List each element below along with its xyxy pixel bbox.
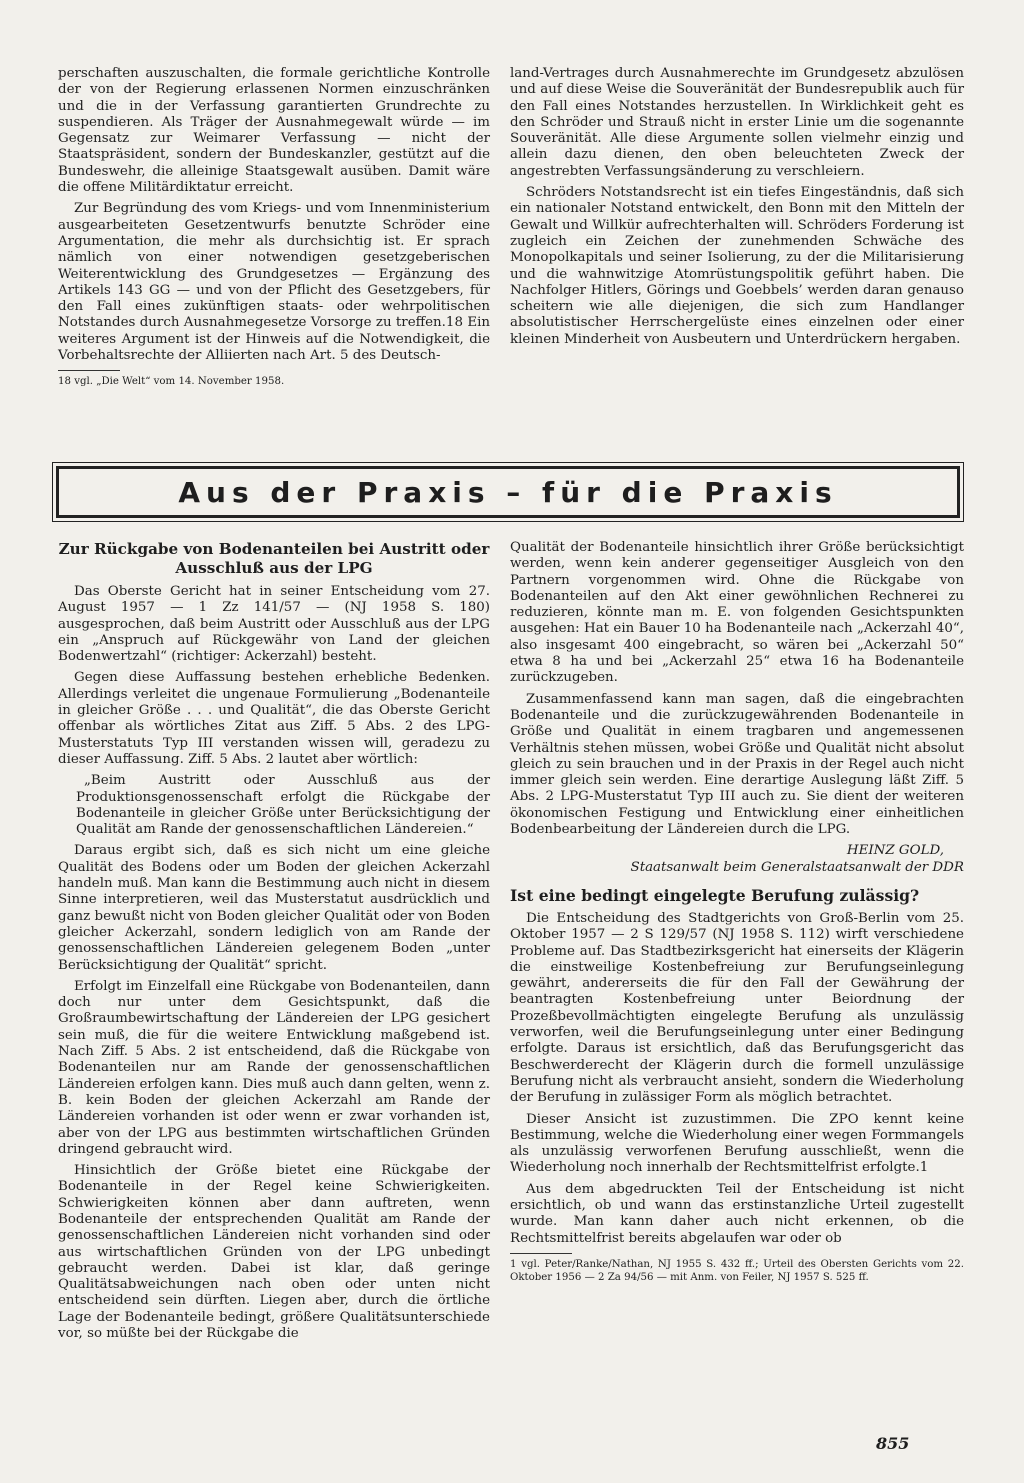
paragraph: Hinsichtlich der Größe bietet eine Rückgabe der Bodenanteile in der Regel keine Schwierigkeiten. Schwierigkeiten können aber dann auftreten, wenn Bodenanteile der entsprechenden Qualität am Rande der genossenschaftlichen Ländereien nicht vorhanden sind oder aus wirtschaftlichen Gründen von der LPG unbedingt gebraucht werden. Dabei ist klar, daß geringe Qualitätsabweichungen nach oben oder unten nicht entscheidend sein dürften. Liegen aber, durch die örtliche Lage der Bodenanteile bedingt, größere Qualitätsunterschiede vor, so müßte bei der Rückgabe die (58, 1163, 490, 1342)
article1-title: Zur Rückgabe von Bodenanteilen bei Austritt oder Ausschluß aus der LPG (58, 540, 490, 577)
paragraph: Gegen diese Auffassung bestehen erhebliche Bedenken. Allerdings verleitet die ungenaue Formulierung „Bodenanteile in gleicher Größe . . . und Qualität“, die das Oberste Gericht offenbar als wörtliches Zitat aus Ziff. 5 Abs. 2 des LPG-Musterstatuts Typ III verstanden wissen will, geradezu zu dieser Auffassung. Ziff. 5 Abs. 2 lautet aber wörtlich: (58, 670, 490, 767)
footnote-rule (58, 370, 120, 371)
footnote: 18 vgl. „Die Welt“ vom 14. November 1958. (58, 376, 285, 388)
article2-title: Ist eine bedingt eingelegte Berufung zulässig? (510, 885, 920, 905)
top-right-column (510, 66, 964, 353)
paragraph: Daraus ergibt sich, daß es sich nicht um eine gleiche Qualität des Bodens oder um Boden der gleichen Ackerzahl handeln muß. Man kann die Bestimmung auch nicht in diesem Sinne interpretieren, weil das Musterstatut ausdrücklich und ganz bewußt nicht von Boden gleicher Qualität oder von Boden gleicher Ackerzahl, sondern lediglich von am Rande der genossenschaftlichen Ländereien gelegenem Boden „unter Berücksichtigung der Qualität“ spricht. (58, 843, 490, 973)
paragraph: Die Entscheidung des Stadtgerichts von Groß-Berlin vom 25. Oktober 1957 — 2 S 129/57 (NJ 1958 S. 112) wirft verschiedene Probleme auf. Das Stadtbezirksgericht hat einerseits der Klägerin die einstweilige Kostenbefreiung zur Berufungseinlegung gewährt, andererseits die für den Fall der Gewährung der beantragten Kostenbefreiung unter Beiordnung der Prozeßbevollmächtigten eingelegte Berufung als unzulässig verworfen, weil die Berufungseinlegung unter einer Bedingung erfolgte. Daraus ist ersichtlich, daß das Berufungsgericht das Beschwerderecht der Klägerin durch die formell unzulässige Berufung nicht als verbraucht ansieht, sondern die Wiederholung der Berufung in zulässiger Form als möglich betrachtet. (510, 910, 964, 1106)
footnote-rule (510, 1253, 572, 1254)
right-column (510, 540, 964, 1284)
page-number: 855 (876, 1434, 910, 1453)
paragraph: Das Oberste Gericht hat in seiner Entscheidung vom 27. August 1957 — 1 Zz 141/57 — (NJ 1958 S. 180) ausgesprochen, daß beim Austritt oder Ausschluß aus der LPG ein „Anspruch auf Rückgewähr von Land der gleichen Bodenwertzahl“ (richtiger: Ackerzahl) besteht. (58, 584, 490, 665)
article1-left-column (58, 540, 490, 1347)
paragraph: Dieser Ansicht ist zuzustimmen. Die ZPO kennt keine Bestimmung, welche die Wiederholung einer wegen Formmangels als unzulässig verworfenen Berufung ausschließt, wenn die Wiederholung noch innerhalb der Rechtsmittelfrist erfolgte.1 (510, 1111, 964, 1176)
paragraph: Zusammenfassend kann man sagen, daß die eingebrachten Bodenanteile und die zurückzugewährenden Bodenanteile in Größe und Qualität in einem tragbaren und angemessenen Verhältnis stehen müssen, wobei Größe und Qualität nicht absolut gleich zu sein brauchen und in der Praxis in der Regel auch nicht immer gleich sein werden. Eine derartige Auslegung läßt Ziff. 5 Abs. 2 LPG-Musterstatut Typ III auch zu. Sie dient der weiteren ökonomischen Festigung und Entwicklung einer einheitlichen Bodenbearbeitung der Ländereien durch die LPG. (510, 691, 964, 838)
paragraph: Aus dem abgedruckten Teil der Entscheidung ist nicht ersichtlich, ob und wann das erstinstanzliche Urteil zugestellt wurde. Man kann daher auch nicht erkennen, ob die Rechtsmittelfrist bereits abgelaufen war oder ob (510, 1181, 964, 1246)
paragraph: Erfolgt im Einzelfall eine Rückgabe von Bodenanteilen, dann doch nur unter dem Gesichtspunkt, daß die Großraumbewirtschaftung der Ländereien der LPG gesichert sein muß, die für die weitere Entwicklung maßgebend ist. Nach Ziff. 5 Abs. 2 ist entscheidend, daß die Rückgabe von Bodenanteilen nur am Rande der genossenschaftlichen Ländereien erfolgen kann. Dies muß auch dann gelten, wenn z. B. kein Boden der gleichen Ackerzahl am Rande der Ländereien vorhanden ist oder wenn er zwar vorhanden ist, aber von der LPG aus bestimmten wirtschaftlichen Gründen dringend gebraucht wird. (58, 978, 490, 1157)
section-banner (56, 466, 960, 518)
top-left-column (58, 66, 490, 388)
section-banner-title: Aus der Praxis – für die Praxis (178, 475, 838, 509)
paragraph: Qualität der Bodenanteile hinsichtlich ihrer Größe berücksichtigt werden, wenn kein anderer gegenseitiger Ausgleich von den Partnern vorgenommen wird. Ohne die Rückgabe von Bodenanteilen auf den Akt einer gewöhnlichen Rechnerei zu reduzieren, könnte man m. E. von folgenden Gesichtspunkten ausgehen: Hat ein Bauer 10 ha Bodenanteile nach „Ackerzahl 40“, also insgesamt 400 eingebracht, so wären bei „Ackerzahl 50“ etwa 8 ha und bei „Ackerzahl 25“ etwa 16 ha Bodenanteile zurückzugeben. (510, 540, 964, 686)
statute-quote: „Beim Austritt oder Ausschluß aus der Produktionsgenossenschaft erfolgt die Rückgabe der Bodenanteile in gleicher Größe unter Berücksichtigung der Qualität am Rande der genossenschaftlichen Ländereien.“ (76, 773, 490, 838)
author-name: HEINZ GOLD, (846, 843, 944, 859)
paragraph: Zur Begründung des vom Kriegs- und vom Innenministerium ausgearbeiteten Gesetzentwurfs benutzte Schröder eine Argumentation, die mehr als durchsichtig ist. Er sprach nämlich von einer notwendigen gesetzgeberischen Weiterentwicklung des Grundgesetzes — Ergänzung des Artikels 143 GG — und von der Pflicht des Gesetzgebers, für den Fall eines zukünftigen staats- oder wehrpolitischen Notstandes durch Ausnahmegesetze Vorsorge zu treffen.18 Ein weiteres Argument ist der Hinweis auf die Notwendigkeit, die Vorbehaltsrechte der Alliierten nach Art. 5 des Deutsch- (58, 201, 490, 364)
paragraph: Schröders Notstandsrecht ist ein tiefes Eingeständnis, daß sich ein nationaler Notstand entwickelt, den Bonn mit den Mitteln der Gewalt und Willkür aufrechterhalten will. Schröders Forderung ist zugleich ein Zeichen der zunehmenden Schwäche des Monopolkapitals und seiner Isolierung, zu der die Militarisierung und die wahnwitzige Atomrüstungspolitik geführt haben. Die Nachfolger Hitlers, Görings und Goebbels’ werden daran genauso scheitern wie alle diejenigen, die sich zum Handlanger absolutistischer Herrschergelüste eines einzelnen oder einer kleinen Minderheit von Ausbeutern und Unterdrückern hergaben. (510, 185, 964, 347)
footnote: 1 vgl. Peter/Ranke/Nathan, NJ 1955 S. 432 ff.; Urteil des Obersten Gerichts vom 22. Oktober 1956 — 2 Za 94/56 — mit Anm. von Feiler, NJ 1957 S. 525 ff. (510, 1258, 964, 1283)
paragraph: perschaften auszuschalten, die formale gerichtliche Kontrolle der von der Regierung erlassenen Normen einzuschränken und die in der Verfassung garantierten Grundrechte zu suspendieren. Als Träger der Ausnahmegewalt würde — im Gegensatz zur Weimarer Verfassung — nicht der Staatspräsident, sondern der Bundeskanzler, gestützt auf die Bundeswehr, die alleinige Staatsgewalt ausüben. Damit wäre die offene Militärdiktatur erreicht. (58, 66, 490, 196)
paragraph: land-Vertrages durch Ausnahmerechte im Grundgesetz abzulösen und auf diese Weise die Souveränität der Bundesrepublik auch für den Fall eines Notstandes herzustellen. In Wirklichkeit geht es den Schröder und Strauß nicht in erster Linie um die sogenannte Souveränität. Alle diese Argumente sollen vielmehr einzig und allein dazu dienen, den oben beleuchteten Zweck der angestrebten Verfassungsänderung zu verschleiern. (510, 66, 964, 179)
author-role: Staatsanwalt beim Generalstaatsanwalt der DDR (630, 859, 964, 875)
